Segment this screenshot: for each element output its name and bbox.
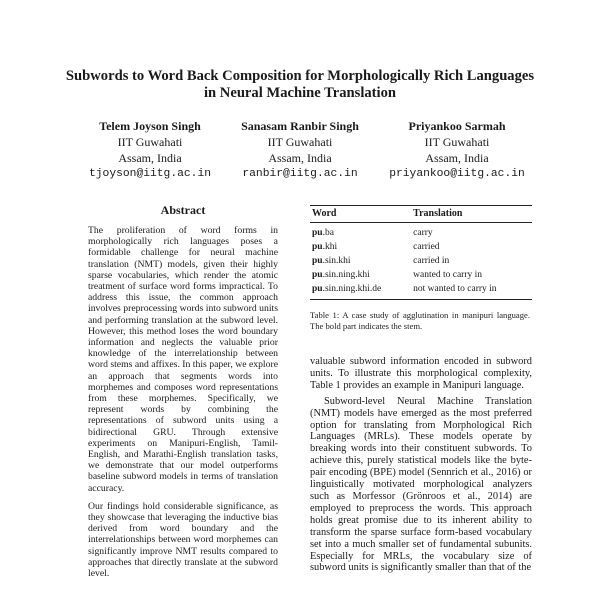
body-paragraph: valuable subword information encoded in subword units. To illustrate this morphological complexity, Table 1 provides an example in Manipuri language.: [310, 356, 532, 391]
table-cell-translation: carry: [413, 228, 433, 238]
paper-title-line-2: in Neural Machine Translation: [203, 85, 397, 101]
word-suffix: .sin.ning.khi.de: [322, 284, 382, 294]
table-header-word: Word: [310, 206, 411, 223]
author-location: Assam, India: [425, 151, 489, 165]
table-row: [310, 240, 532, 254]
word-suffix: .khi: [322, 242, 338, 252]
table-row: [310, 268, 532, 282]
author-affiliation: IIT Guwahati: [424, 135, 490, 149]
table-cell-translation: not wanted to carry in: [411, 282, 532, 300]
author-location: Assam, India: [268, 151, 332, 165]
word-suffix: .ba: [322, 228, 334, 238]
table-row: [310, 223, 532, 241]
author-location: Assam, India: [118, 151, 182, 165]
abstract-paragraph: The proliferation of word forms in morphologically rich languages poses a formidable challenge for neural machine translation (NMT) models, given their highly sparse vocabularies, which render the atomic treatment of surface word forms impractical. To address this issue, the common approach involves preprocessing words into subword units and performing translation at the subword level. However, this method loses the word boundary information and neglects the valuable prior knowledge of the interrelationship between word stems and affixes. In this paper, we explore an approach that segments words into morphemes and composes word representations from these morphemes. Specifically, we represent words by combining the representations of subword units using a bidirectional GRU. Through extensive experiments on Manipuri-English, Tamil-English, and Marathi-English translation tasks, we demonstrate that our model outperforms baseline subword models in terms of translation accuracy.: [88, 225, 278, 494]
table-cell-word: [310, 268, 411, 282]
table-cell-word: [310, 282, 411, 300]
word-stem: pu: [312, 242, 323, 252]
table-cell-translation: wanted to carry in: [413, 270, 483, 280]
abstract-paragraph: Our findings hold considerable significance, as they showcase that leveraging the inductive bias derived from word boundary and the interrelationships between word morphemes can significantly improve NMT results compared to approaches that directly translate at the subword level.: [88, 500, 278, 580]
author-block-2: [228, 118, 372, 182]
morphology-table: [310, 205, 532, 300]
table-cell-word: [310, 223, 411, 241]
abstract-body: [88, 225, 278, 586]
body-paragraph: Subword-level Neural Machine Translation (NMT) models have emerged as the most preferred option for translating from Morphological Rich Languages (MRLs). These models operate by breaking words into their constituent subwords. To achieve this, purely statistical models like the byte-pair encoding (BPE) model (Sennrich et al., 2016) or linguistically motivated morphological analyzers such as Morfessor (Grönroos et al., 2014) are employed to preprocess the words. This approach holds great promise due to its inherent ability to transform the sparse surface form-based vocabulary set into a much smaller set of fundamental subunits. Especially for MRLs, the vocabulary size of subword units is significantly smaller than that of the: [310, 395, 532, 574]
table-cell-translation: carried: [413, 242, 440, 252]
table-cell-word: [310, 240, 411, 254]
word-stem: pu: [312, 256, 323, 266]
paper-title-line-1: Subwords to Word Back Composition for Morphologically Rich Languages: [65, 68, 535, 84]
word-stem: pu: [312, 284, 323, 294]
author-affiliation: IIT Guwahati: [117, 135, 183, 149]
author-affiliation: IIT Guwahati: [267, 135, 333, 149]
body-text: [310, 356, 532, 578]
author-block-1: [80, 118, 220, 182]
word-suffix: .sin.khi: [322, 256, 351, 266]
word-stem: pu: [312, 270, 323, 280]
table-row: [310, 254, 532, 268]
author-name: Priyankoo Sarmah: [408, 119, 506, 133]
table-header-translation: Translation: [411, 206, 532, 223]
word-stem: pu: [312, 228, 323, 238]
author-email[interactable]: priyankoo@iitg.ac.in: [389, 168, 525, 180]
author-email[interactable]: ranbir@iitg.ac.in: [242, 168, 358, 180]
author-email[interactable]: tjoyson@iitg.ac.in: [88, 168, 212, 180]
table-cell-translation: carried in: [413, 256, 450, 266]
table-caption: Table 1: A case study of agglutination in manipuri language. The bold part indicates the stem.: [310, 310, 530, 331]
word-suffix: .sin.ning.khi: [322, 270, 370, 280]
author-name: Telem Joyson Singh: [99, 119, 201, 133]
table-row: [310, 282, 532, 300]
author-block-3: [382, 118, 532, 182]
author-name: Sanasam Ranbir Singh: [241, 119, 359, 133]
abstract-heading: Abstract: [160, 203, 206, 217]
table-cell-word: [310, 254, 411, 268]
